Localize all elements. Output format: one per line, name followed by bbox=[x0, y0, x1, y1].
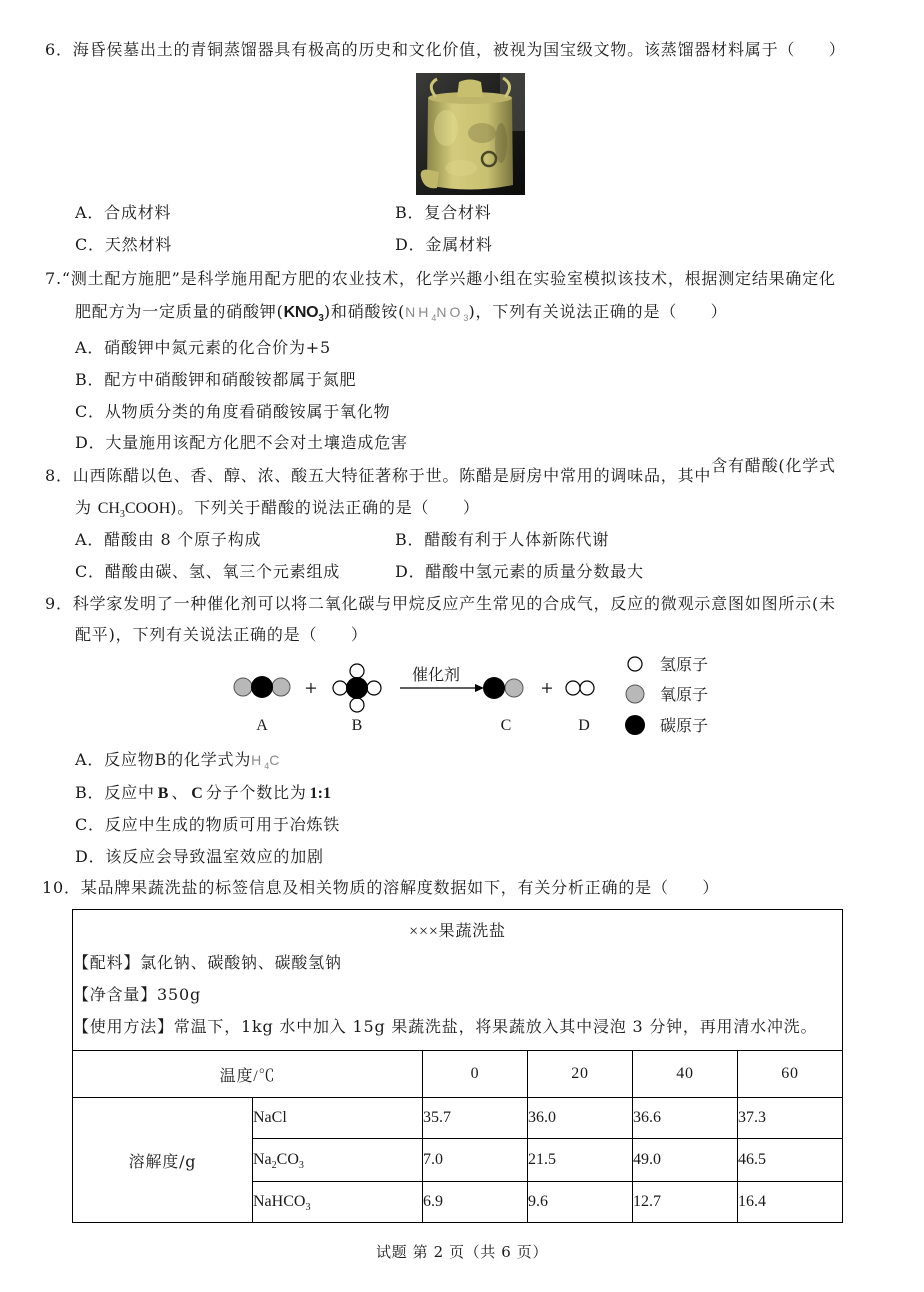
label-a: A bbox=[256, 717, 268, 734]
temp-40: 40 bbox=[633, 1051, 738, 1098]
q10-stem: 10．某品牌果蔬洗盐的标签信息及相关物质的溶解度数据如下，有关分析正确的是（ ） bbox=[42, 878, 720, 897]
oxygen-atom bbox=[234, 678, 252, 696]
temp-20: 20 bbox=[528, 1051, 633, 1098]
table-cell: 21.5 bbox=[528, 1139, 633, 1182]
q7-stem-line1: 7.“测土配方施肥”是科学施用配方肥的农业技术，化学兴趣小组在实验室模拟该技术，根据测定结果确定化 bbox=[45, 269, 836, 288]
q8-line1-raised: 含有醋酸(化学式 bbox=[711, 456, 836, 475]
product-usage: 【使用方法】常温下，1kg 水中加入 15g 果蔬洗盐，将果蔬放入其中浸泡 3 分钟，再用清水冲洗。 bbox=[73, 1017, 818, 1036]
substance-name-part: Na bbox=[253, 1151, 272, 1168]
kno3-main: KNO bbox=[283, 304, 319, 321]
nh4no3-part1: NH bbox=[405, 304, 432, 320]
molecule-c bbox=[483, 677, 523, 699]
q8-option-a: A．醋酸由 8 个原子构成 bbox=[75, 530, 262, 549]
legend-hydrogen-label: 氢原子 bbox=[660, 655, 709, 674]
h4c-formula bbox=[251, 752, 283, 771]
q9-option-c: C．反应中生成的物质可用于冶炼铁 bbox=[75, 815, 341, 834]
table-cell: 35.7 bbox=[423, 1098, 528, 1139]
q7-option-b: B．配方中硝酸钾和硝酸铵都属于氮肥 bbox=[75, 370, 357, 389]
vessel-lid bbox=[457, 80, 483, 98]
h4c-part1: H bbox=[251, 752, 265, 768]
temperature-header: 温度/℃ bbox=[73, 1051, 423, 1098]
substance-nahco3 bbox=[253, 1182, 423, 1223]
substance-name-sub: 3 bbox=[298, 1160, 304, 1171]
substance-na2co3 bbox=[253, 1139, 423, 1182]
legend bbox=[625, 655, 708, 735]
oxygen-atom bbox=[505, 679, 523, 697]
q9-stem-line1: 9．科学家发明了一种催化剂可以将二氧化碳与甲烷反应产生常见的合成气，反应的微观示意图如图所示(未 bbox=[45, 594, 836, 613]
q6-option-d: D．金属材料 bbox=[395, 235, 493, 254]
molecule-b bbox=[333, 664, 381, 712]
q8-option-c: C．醋酸由碳、氢、氧三个元素组成 bbox=[75, 562, 341, 581]
q7-option-c: C．从物质分类的角度看硝酸铵属于氧化物 bbox=[75, 402, 391, 421]
q8-stem-line2 bbox=[75, 498, 480, 521]
nh4no3-formula bbox=[405, 304, 469, 323]
carbon-atom bbox=[251, 676, 273, 698]
hydrogen-atom bbox=[333, 681, 347, 695]
acetic-acid-formula bbox=[97, 500, 171, 520]
kno3-sub: 3 bbox=[318, 313, 324, 324]
bronze-distiller-photo bbox=[416, 73, 525, 195]
table-cell: 36.0 bbox=[528, 1098, 633, 1139]
molecule-d bbox=[566, 681, 594, 695]
substance-nacl bbox=[253, 1098, 423, 1139]
hydrogen-atom bbox=[367, 681, 381, 695]
table-cell: 36.6 bbox=[633, 1098, 738, 1139]
formula-part1: CH bbox=[97, 500, 120, 517]
q6-option-c: C．天然材料 bbox=[75, 235, 173, 254]
q8-option-d: D．醋酸中氢元素的质量分数最大 bbox=[395, 562, 644, 581]
h4c-sub: 4 bbox=[264, 761, 270, 771]
h4c-part2: C bbox=[269, 752, 283, 768]
q7-line2-pre: 肥配方为一定质量的硝酸钾( bbox=[75, 302, 284, 321]
q8-line2-post: )。下列关于醋酸的说法正确的是（ ） bbox=[170, 498, 480, 517]
substance-name-sub: 2 bbox=[271, 1160, 277, 1171]
molecule-c-ref: C bbox=[191, 785, 203, 802]
substance-name-sub: 3 bbox=[305, 1202, 311, 1213]
molecule-a bbox=[234, 676, 290, 698]
nh4no3-sub1: 4 bbox=[431, 313, 437, 323]
q8-stem-line1 bbox=[45, 456, 836, 486]
q7-line2-mid: )和硝酸铵( bbox=[323, 302, 406, 321]
hydrogen-atom bbox=[580, 681, 594, 695]
arrow-head bbox=[475, 684, 484, 692]
separator: 、 bbox=[171, 783, 189, 802]
catalyst-label: 催化剂 bbox=[411, 665, 461, 684]
table-cell: 49.0 bbox=[633, 1139, 738, 1182]
carbon-atom bbox=[346, 677, 368, 699]
formula-part2: COOH bbox=[124, 500, 171, 517]
product-label-title: ×××果蔬洗盐 bbox=[409, 923, 506, 940]
nh4no3-part2: NO bbox=[436, 304, 464, 320]
hydrogen-atom bbox=[350, 664, 364, 678]
product-ingredients: 【配料】氯化钠、碳酸钠、碳酸氢钠 bbox=[73, 953, 342, 972]
legend-oxygen-icon bbox=[626, 685, 644, 703]
hydrogen-atom bbox=[566, 681, 580, 695]
nh4no3-sub2: 3 bbox=[463, 313, 469, 323]
legend-hydrogen-icon bbox=[628, 657, 642, 671]
table-header-row bbox=[73, 1051, 843, 1098]
table-cell: 7.0 bbox=[423, 1139, 528, 1182]
label-c: C bbox=[500, 717, 512, 734]
substance-name-part: CO bbox=[276, 1151, 299, 1168]
q8-line2-pre: 为 bbox=[75, 498, 98, 517]
q7-option-d: D．大量施用该配方化肥不会对土壤造成危害 bbox=[75, 433, 408, 452]
q9-option-a bbox=[75, 750, 282, 772]
q7-option-a: A．硝酸钾中氮元素的化合价为+5 bbox=[75, 338, 331, 357]
ratio-value: 1:1 bbox=[309, 785, 331, 802]
q8-line1-text: 8．山西陈醋以色、香、醇、浓、酸五大特征著称于世。陈醋是厨房中常用的调味品，其中 bbox=[45, 466, 712, 485]
q6-stem: 6．海昏侯墓出土的青铜蒸馏器具有极高的历史和文化价值，被视为国宝级文物。该蒸馏器材料属于（ ） bbox=[45, 40, 846, 59]
table-cell: 12.7 bbox=[633, 1182, 738, 1223]
product-label bbox=[73, 910, 843, 1051]
q6-option-b: B．复合材料 bbox=[395, 203, 492, 222]
label-b: B bbox=[351, 717, 363, 734]
q7-line2-post: )，下列有关说法正确的是（ ） bbox=[468, 302, 728, 321]
label-d: D bbox=[578, 717, 590, 734]
table-cell: 9.6 bbox=[528, 1182, 633, 1223]
legend-oxygen-label: 氧原子 bbox=[660, 685, 709, 704]
molecule-b-ref: B bbox=[157, 785, 169, 802]
q9-option-a-text: A．反应物B的化学式为 bbox=[75, 750, 252, 769]
substance-name: NaCl bbox=[253, 1109, 287, 1126]
carbon-atom bbox=[483, 677, 505, 699]
plus-sign: + bbox=[540, 678, 554, 697]
table-cell: 37.3 bbox=[738, 1098, 843, 1139]
product-label-and-solubility-table bbox=[72, 909, 843, 1223]
q6-option-a: A．合成材料 bbox=[75, 203, 172, 222]
oxygen-atom bbox=[272, 678, 290, 696]
plus-sign: + bbox=[304, 678, 318, 697]
q9-option-d: D．该反应会导致温室效应的加剧 bbox=[75, 847, 324, 866]
q9-option-b-text1: B．反应中 bbox=[75, 783, 155, 802]
page-footer: 试题 第 2 页（共 6 页） bbox=[376, 1243, 548, 1261]
temp-60: 60 bbox=[738, 1051, 843, 1098]
product-net-content: 【净含量】350g bbox=[73, 985, 201, 1004]
table-cell: 6.9 bbox=[423, 1182, 528, 1223]
q8-option-b: B．醋酸有利于人体新陈代谢 bbox=[395, 530, 610, 549]
substance-name-part: NaHCO bbox=[253, 1193, 306, 1210]
temp-0: 0 bbox=[423, 1051, 528, 1098]
kno3-formula bbox=[283, 304, 324, 324]
q9-option-b bbox=[75, 783, 334, 804]
q9-option-b-text2: 分子个数比为 bbox=[205, 783, 307, 802]
table-row bbox=[73, 1098, 843, 1139]
legend-carbon-icon bbox=[625, 715, 645, 735]
formula-sub1: 3 bbox=[119, 509, 125, 520]
solubility-label: 溶解度/g bbox=[73, 1098, 253, 1223]
q9-stem-line2: 配平)，下列有关说法正确的是（ ） bbox=[75, 625, 368, 644]
reaction-micro-diagram bbox=[220, 648, 740, 743]
q7-stem-line2 bbox=[75, 302, 727, 325]
table-cell: 16.4 bbox=[738, 1182, 843, 1223]
legend-carbon-label: 碳原子 bbox=[660, 716, 709, 735]
table-cell: 46.5 bbox=[738, 1139, 843, 1182]
hydrogen-atom bbox=[350, 698, 364, 712]
